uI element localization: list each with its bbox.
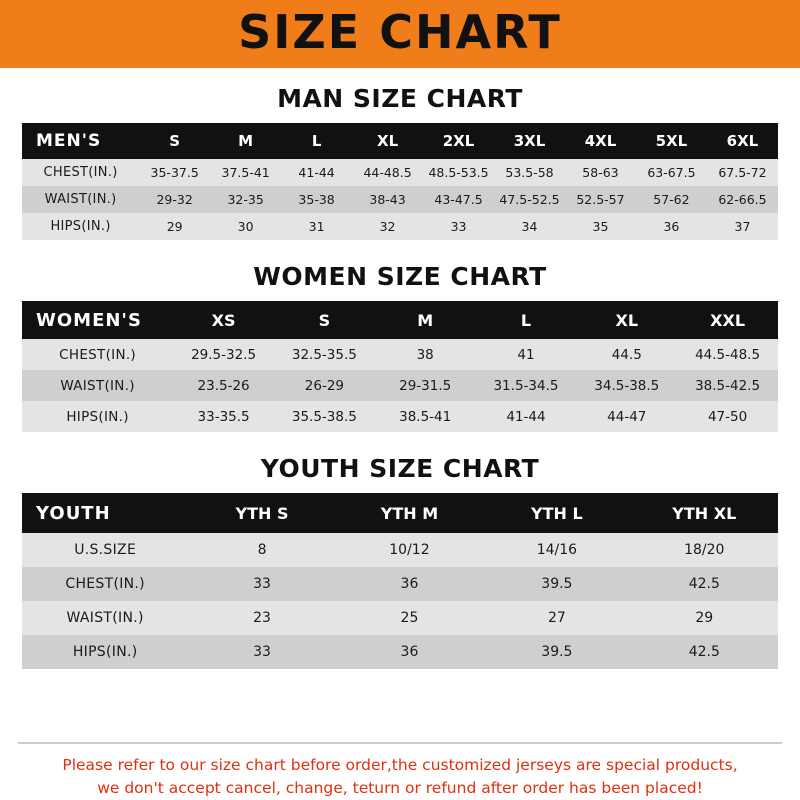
man-col-s: S (139, 123, 210, 159)
man-hips-2xl: 33 (423, 213, 494, 240)
women-col-xl: XL (576, 301, 677, 339)
man-col-6xl: 6XL (707, 123, 778, 159)
women-hips-s: 35.5-38.5 (274, 401, 375, 432)
man-waist-4xl: 52.5-57 (565, 186, 636, 213)
youth-ussize-m: 10/12 (336, 533, 483, 567)
women-header-label: WOMEN'S (22, 301, 173, 339)
youth-hips-m: 36 (336, 635, 483, 669)
man-col-xl: XL (352, 123, 423, 159)
youth-row-waist-label: WAIST(IN.) (22, 601, 188, 635)
youth-chest-l: 39.5 (483, 567, 630, 601)
youth-col-m: YTH M (336, 493, 483, 533)
man-chest-xl: 44-48.5 (352, 159, 423, 186)
youth-chest-s: 33 (188, 567, 335, 601)
man-waist-l: 35-38 (281, 186, 352, 213)
table-row (22, 635, 778, 669)
man-hips-4xl: 35 (565, 213, 636, 240)
women-chest-xxl: 44.5-48.5 (677, 339, 778, 370)
women-size-section (22, 262, 778, 432)
table-header-row (22, 493, 778, 533)
youth-col-xl: YTH XL (631, 493, 778, 533)
youth-section-title: YOUTH SIZE CHART (260, 454, 540, 483)
man-chest-s: 35-37.5 (139, 159, 210, 186)
youth-row-chest-label: CHEST(IN.) (22, 567, 188, 601)
women-waist-xl: 34.5-38.5 (576, 370, 677, 401)
table-row (22, 186, 778, 213)
header-right-bar (774, 0, 800, 68)
women-hips-xl: 44-47 (576, 401, 677, 432)
man-col-5xl: 5XL (636, 123, 707, 159)
man-row-waist-label: WAIST(IN.) (22, 186, 139, 213)
youth-waist-xl: 29 (631, 601, 778, 635)
man-hips-6xl: 37 (707, 213, 778, 240)
table-row (22, 370, 778, 401)
youth-col-s: YTH S (188, 493, 335, 533)
women-row-waist-label: WAIST(IN.) (22, 370, 173, 401)
man-waist-3xl: 47.5-52.5 (494, 186, 565, 213)
man-hips-s: 29 (139, 213, 210, 240)
women-waist-s: 26-29 (274, 370, 375, 401)
man-col-2xl: 2XL (423, 123, 494, 159)
table-row (22, 601, 778, 635)
man-col-m: M (210, 123, 281, 159)
women-section-title: WOMEN SIZE CHART (253, 262, 547, 291)
man-row-hips-label: HIPS(IN.) (22, 213, 139, 240)
women-chest-xl: 44.5 (576, 339, 677, 370)
man-col-3xl: 3XL (494, 123, 565, 159)
table-row (22, 159, 778, 186)
youth-ussize-l: 14/16 (483, 533, 630, 567)
man-chest-l: 41-44 (281, 159, 352, 186)
table-row (22, 533, 778, 567)
youth-ussize-s: 8 (188, 533, 335, 567)
youth-chest-xl: 42.5 (631, 567, 778, 601)
women-chest-l: 41 (476, 339, 577, 370)
chart-content (0, 68, 800, 728)
women-col-l: L (476, 301, 577, 339)
man-waist-2xl: 43-47.5 (423, 186, 494, 213)
women-chest-xs: 29.5-32.5 (173, 339, 274, 370)
youth-size-section (22, 454, 778, 669)
man-chest-5xl: 63-67.5 (636, 159, 707, 186)
table-row (22, 401, 778, 432)
man-waist-s: 29-32 (139, 186, 210, 213)
footer-note-line-2: we don't accept cancel, change, teturn or refund after order has been placed! (97, 778, 703, 797)
women-col-xs: XS (173, 301, 274, 339)
man-col-l: L (281, 123, 352, 159)
youth-hips-s: 33 (188, 635, 335, 669)
women-hips-m: 38.5-41 (375, 401, 476, 432)
man-hips-5xl: 36 (636, 213, 707, 240)
man-chest-2xl: 48.5-53.5 (423, 159, 494, 186)
women-waist-m: 29-31.5 (375, 370, 476, 401)
table-row (22, 567, 778, 601)
table-header-row (22, 123, 778, 159)
page-title: SIZE CHART (238, 5, 562, 59)
man-chest-m: 37.5-41 (210, 159, 281, 186)
youth-row-ussize-label: U.S.SIZE (22, 533, 188, 567)
youth-waist-l: 27 (483, 601, 630, 635)
women-col-s: S (274, 301, 375, 339)
youth-header-label: YOUTH (22, 493, 188, 533)
women-waist-l: 31.5-34.5 (476, 370, 577, 401)
youth-hips-xl: 42.5 (631, 635, 778, 669)
women-waist-xxl: 38.5-42.5 (677, 370, 778, 401)
youth-hips-l: 39.5 (483, 635, 630, 669)
man-hips-3xl: 34 (494, 213, 565, 240)
page-header (0, 0, 800, 68)
youth-waist-s: 23 (188, 601, 335, 635)
man-size-table (22, 123, 778, 240)
man-header-label: MEN'S (22, 123, 139, 159)
youth-col-l: YTH L (483, 493, 630, 533)
header-left-bar (0, 0, 26, 68)
man-waist-m: 32-35 (210, 186, 281, 213)
man-size-section (22, 84, 778, 240)
youth-waist-m: 25 (336, 601, 483, 635)
youth-row-hips-label: HIPS(IN.) (22, 635, 188, 669)
table-row (22, 213, 778, 240)
man-col-4xl: 4XL (565, 123, 636, 159)
man-section-title: MAN SIZE CHART (277, 84, 523, 113)
man-hips-m: 30 (210, 213, 281, 240)
man-row-chest-label: CHEST(IN.) (22, 159, 139, 186)
man-hips-l: 31 (281, 213, 352, 240)
footer-note (18, 742, 782, 800)
women-size-table (22, 301, 778, 432)
women-hips-xs: 33-35.5 (173, 401, 274, 432)
women-chest-s: 32.5-35.5 (274, 339, 375, 370)
youth-chest-m: 36 (336, 567, 483, 601)
women-row-hips-label: HIPS(IN.) (22, 401, 173, 432)
women-waist-xs: 23.5-26 (173, 370, 274, 401)
table-row (22, 339, 778, 370)
man-chest-4xl: 58-63 (565, 159, 636, 186)
man-chest-6xl: 67.5-72 (707, 159, 778, 186)
youth-size-table (22, 493, 778, 669)
women-col-xxl: XXL (677, 301, 778, 339)
man-waist-5xl: 57-62 (636, 186, 707, 213)
man-waist-xl: 38-43 (352, 186, 423, 213)
women-hips-xxl: 47-50 (677, 401, 778, 432)
women-chest-m: 38 (375, 339, 476, 370)
women-hips-l: 41-44 (476, 401, 577, 432)
man-chest-3xl: 53.5-58 (494, 159, 565, 186)
women-col-m: M (375, 301, 476, 339)
youth-ussize-xl: 18/20 (631, 533, 778, 567)
women-row-chest-label: CHEST(IN.) (22, 339, 173, 370)
man-hips-xl: 32 (352, 213, 423, 240)
footer-note-line-1: Please refer to our size chart before order,the customized jerseys are special products, (62, 755, 738, 774)
table-header-row (22, 301, 778, 339)
man-waist-6xl: 62-66.5 (707, 186, 778, 213)
